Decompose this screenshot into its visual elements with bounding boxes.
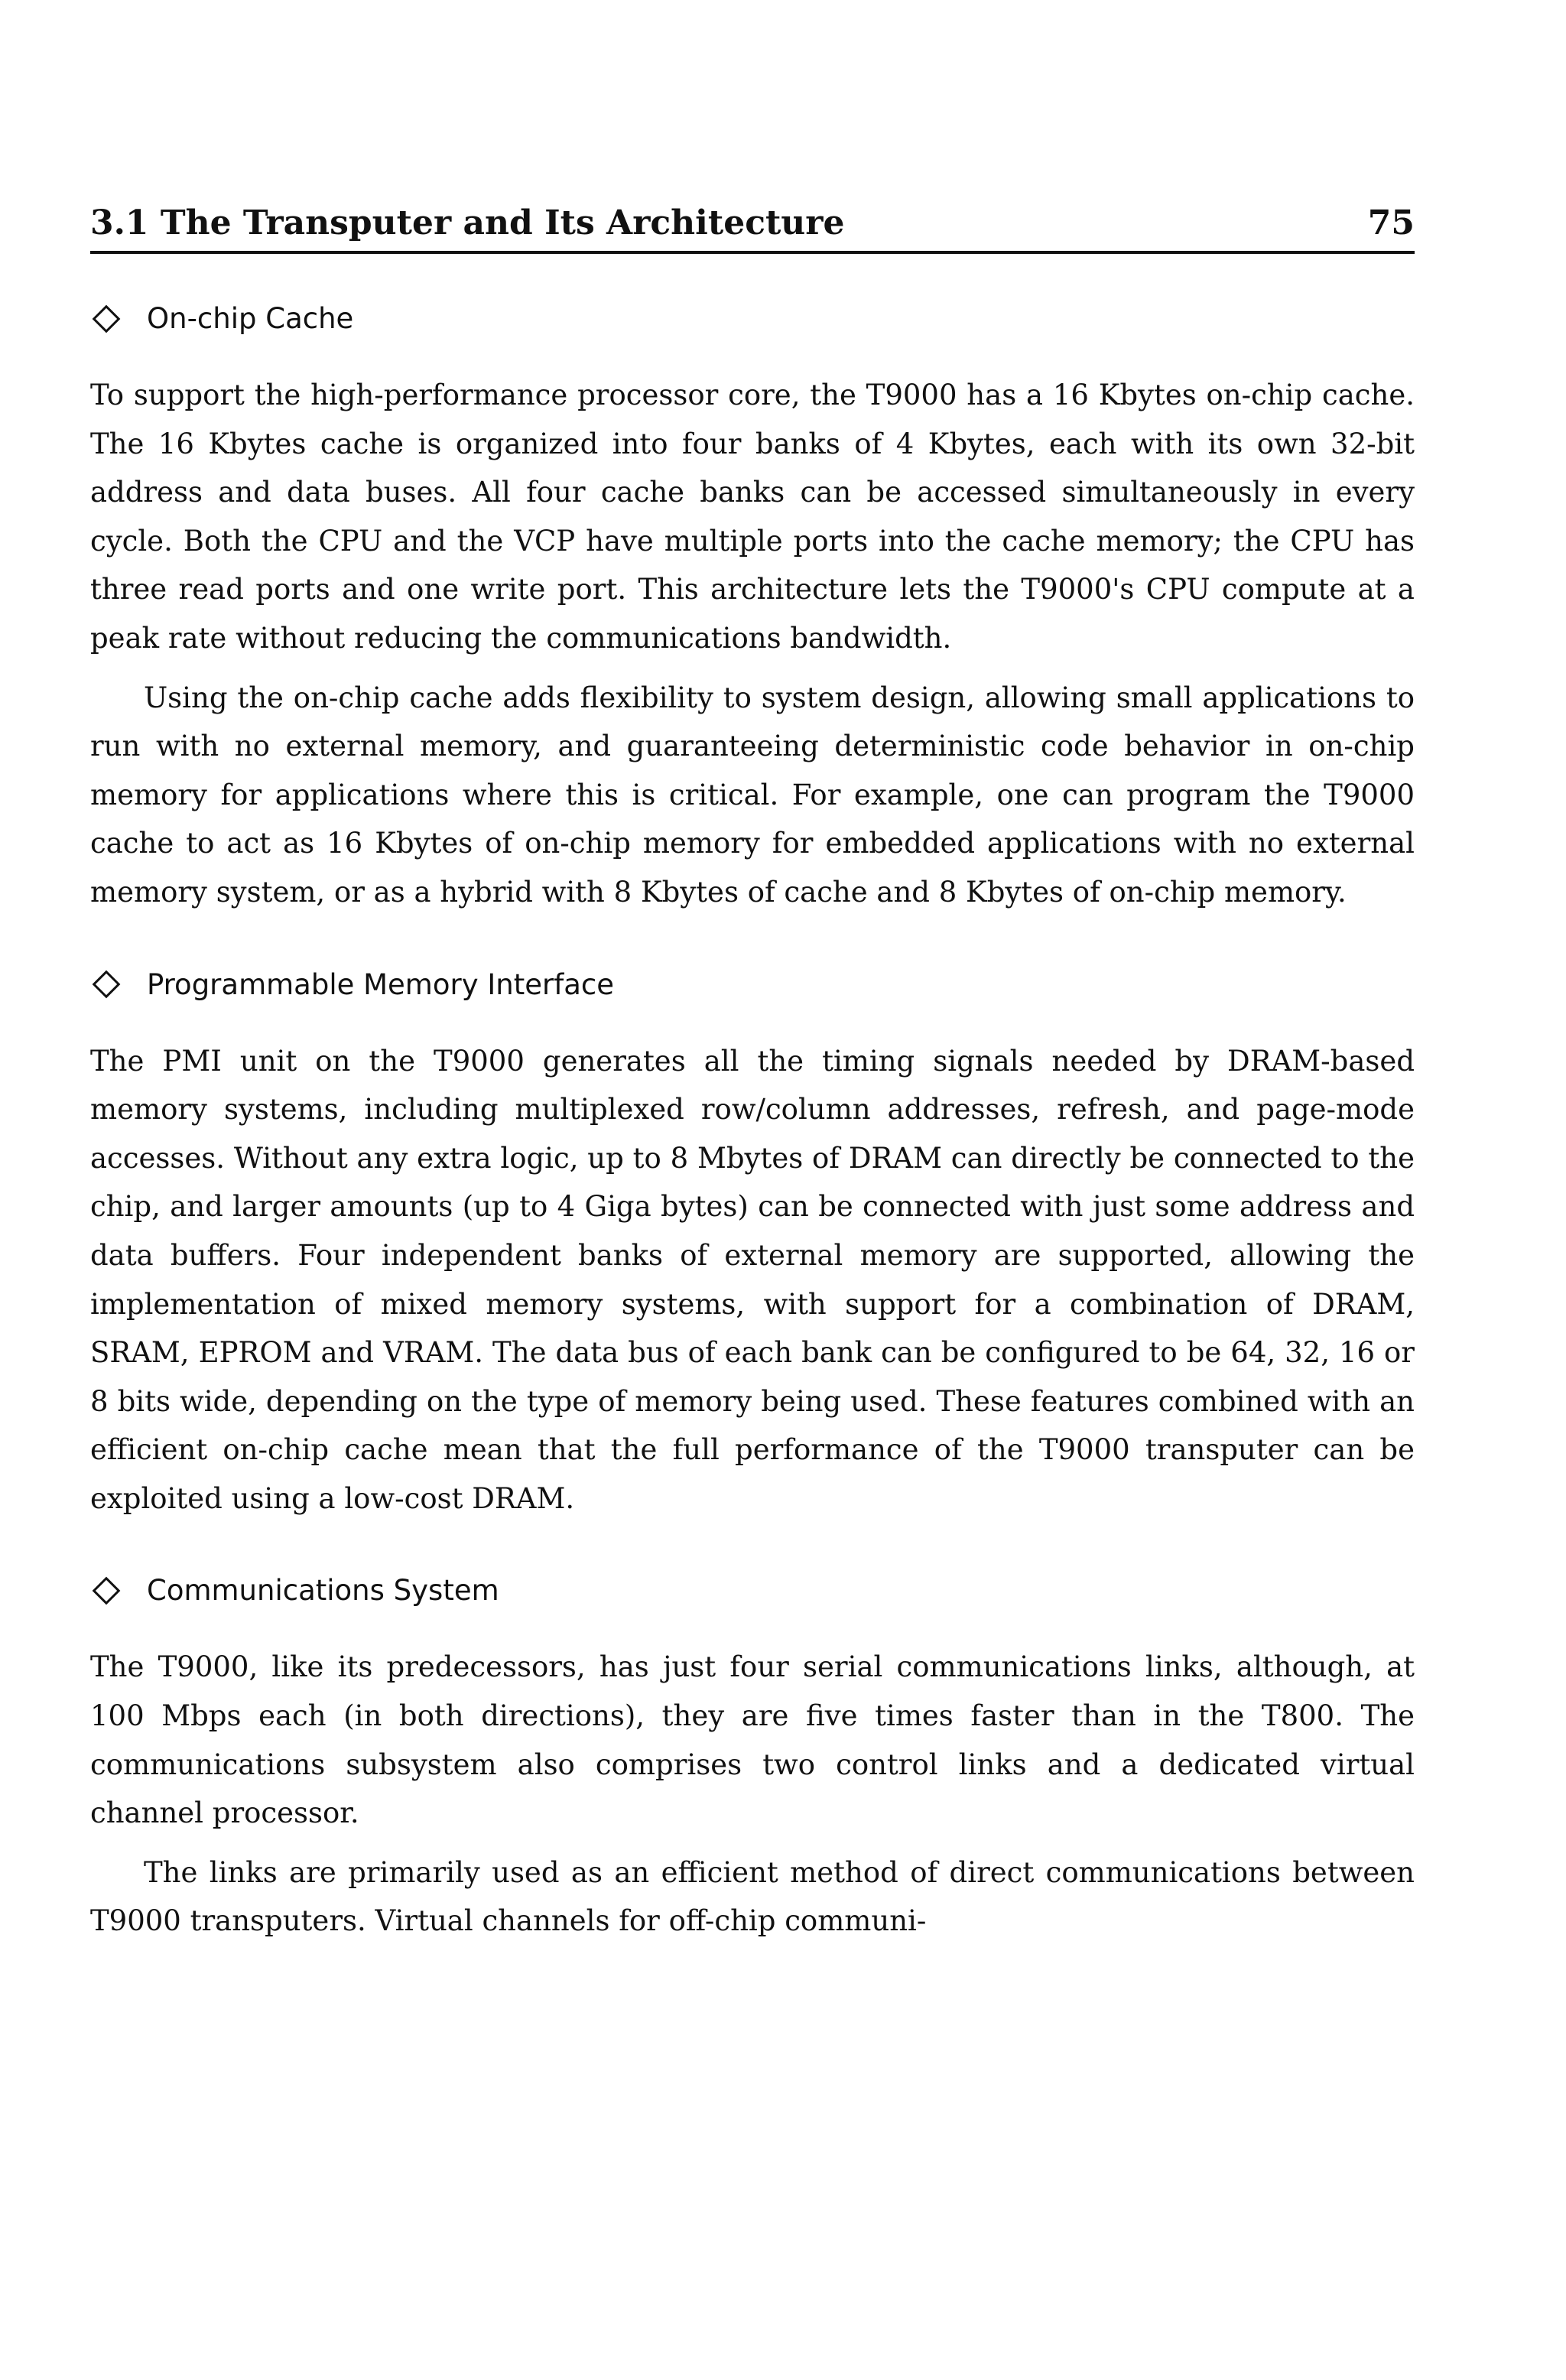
section-heading [90, 304, 1415, 333]
diamond-bullet-icon [93, 971, 121, 999]
page-number: 75 [1367, 203, 1415, 242]
section-heading [90, 967, 1415, 1001]
paragraph: The T9000, like its predecessors, has just four serial communications links, although, at 100 Mbps each (in both directions), they are five times faster than in the T800. The communications subsystem also comprises two control links and a dedicated virtual channel processor. [90, 1650, 1415, 1830]
section-heading-text: Programmable Memory Interface [147, 967, 615, 1001]
paragraph: The links are primarily used as an efficient method of direct communications between T9000 transputers. Virtual channels for off-chip communi- [90, 1855, 1415, 1938]
section-communications-system [90, 1576, 1415, 1946]
section-programmable-memory-interface [90, 967, 1415, 1523]
paragraph: Using the on-chip cache adds flexibility to system design, allowing small applications to run with no external memory, and guaranteeing deterministic code behavior in on-chip memory for applications where this is critical. For example, one can program the T9000 cache to act as 16 Kbytes of on-chip memory for embedded applications with no external memory system, or as a hybrid with 8 Kbytes of cache and 8 Kbytes of on-chip memory. [90, 681, 1415, 909]
running-head [90, 203, 1415, 254]
section-heading-text: Communications System [147, 1574, 499, 1608]
diamond-bullet-icon [93, 1577, 121, 1605]
paragraph: The PMI unit on the T9000 generates all the timing signals needed by DRAM-based memory systems, including multiplexed row/column addresses, refresh, and page-mode accesses. Without any extra logic, up to 8 Mbytes of DRAM can directly be connected to the chip, and larger amounts (up to 4 Giga bytes) can be connected with just some address and data buffers. Four independent banks of external memory are supported, allowing the implementation of mixed memory systems, with support for a combination of DRAM, SRAM, EPROM and VRAM. The data bus of each bank can be configured to be 64, 32, 16 or 8 bits wide, depending on the type of memory being used. These features combined with an efficient on-chip cache mean that the full performance of the T9000 transputer can be exploited using a low-cost DRAM. [90, 1044, 1415, 1515]
book-page [90, 203, 1415, 1946]
section-heading [90, 1574, 1415, 1608]
diamond-bullet-icon [93, 304, 121, 333]
section-on-chip-cache [90, 304, 1415, 917]
running-head-title: 3.1 The Transputer and Its Architecture [90, 203, 845, 242]
paragraph: To support the high-performance processor core, the T9000 has a 16 Kbytes on-chip cache. The 16 Kbytes cache is organized into four banks of 4 Kbytes, each with its own 32-bit address and data buses. All four cache banks can be accessed simultaneously in every cycle. Both the CPU and the VCP have multiple ports into the cache memory; the CPU has three read ports and one write port. This architecture lets the T9000's CPU compute at a peak rate without reducing the communications bandwidth. [90, 379, 1415, 655]
section-heading-text: On-chip Cache [147, 302, 354, 335]
